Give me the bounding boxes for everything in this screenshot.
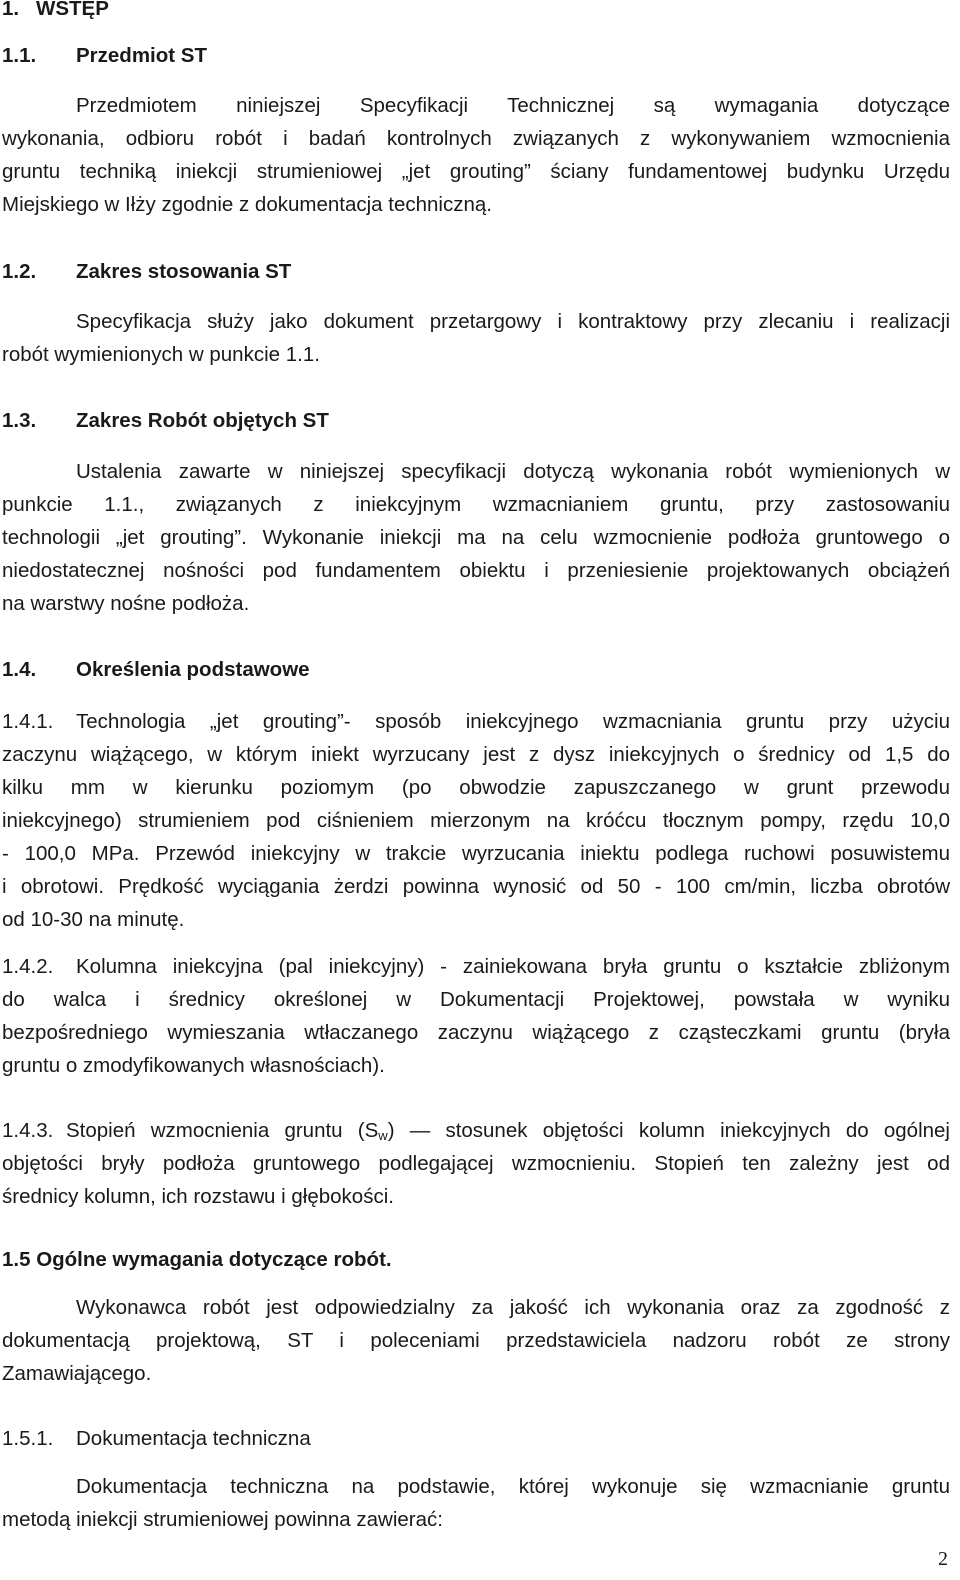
section-1-2-heading [2,260,292,284]
paragraph-line: dokumentacją projektową, ST i poleceniami przedstawiciela nadzoru robót ze strony [2,1329,950,1352]
definition-1-4-3-number: 1.4.3. [2,1119,54,1142]
definition-1-4-1-number: 1.4.1. [2,710,54,733]
section-1-5-1-title: Dokumentacja techniczna [76,1427,311,1450]
paragraph-line: do walca i średnicy określonej w Dokumentacji Projektowej, powstała w wyniku [2,988,950,1011]
paragraph-line: niedostatecznej nośności pod fundamentem obiektu i przeniesienie projektowanych obciążeń [2,559,950,582]
paragraph-line: i obrotowi. Prędkość wyciągania żerdzi powinna wynosić od 50 - 100 cm/min, liczba obrotów [2,875,950,898]
definition-1-4-2-number: 1.4.2. [2,955,54,978]
paragraph-line: iniekcyjnego) strumieniem pod ciśnieniem mierzonym na króćcu tłocznym pompy, rzędu 10,0 [2,809,950,832]
definition-1-4-3-first-line [66,1119,950,1148]
paragraph-line: gruntu techniką iniekcji strumieniowej „jet grouting” ściany fundamentowej budynku Urzędu [2,160,950,183]
definition-1-4-1-first-line: Technologia „jet grouting”- sposób iniekcyjnego wzmacniania gruntu przy użyciu [76,710,950,733]
section-1-4-title: Określenia podstawowe [76,658,310,681]
section-1-1-number: 1.1. [2,44,37,67]
section-1-title: WSTĘP [36,0,109,20]
section-1-2-title: Zakres stosowania ST [76,260,292,283]
paragraph-line: bezpośredniego wymieszania wtłaczanego zaczynu wiążącego z cząsteczkami gruntu (bryła [2,1021,950,1044]
section-1-4-number: 1.4. [2,658,37,681]
section-1-2-number: 1.2. [2,260,37,283]
section-1-5-heading: 1.5 Ogólne wymagania dotyczące robót. [2,1248,392,1271]
section-1-3-title: Zakres Robót objętych ST [76,409,329,432]
page-number: 2 [938,1548,948,1570]
paragraph-line: - 100,0 MPa. Przewód iniekcyjny w trakcie wyrzucania iniektu podlega ruchowi posuwistemu [2,842,950,865]
section-1-5-1-number: 1.5.1. [2,1427,54,1450]
section-1-1-title: Przedmiot ST [76,44,207,67]
section-1-4-heading [2,658,310,682]
section-1-1-heading [2,44,207,68]
section-1-3-heading [2,409,329,433]
paragraph-line: technologii „jet grouting”. Wykonanie iniekcji ma na celu wzmocnienie podłoża gruntowego o [2,526,950,549]
paragraph-line: metodą iniekcji strumieniowej powinna zawierać: [2,1508,443,1531]
paragraph-line: Przedmiotem niniejszej Specyfikacji Technicznej są wymagania dotyczące [76,94,950,117]
paragraph-line: kilku mm w kierunku poziomym (po obwodzie zapuszczanego w grunt przewodu [2,776,950,799]
paragraph-line: Miejskiego w Iłży zgodnie z dokumentacja techniczną. [2,193,492,216]
subscript: w [378,1128,388,1143]
paragraph-line: Specyfikacja służy jako dokument przetargowy i kontraktowy przy zlecaniu i realizacji [76,310,950,333]
definition-1-4-2-first-line: Kolumna iniekcyjna (pal iniekcyjny) - zainiekowana bryła gruntu o kształcie zbliżonym [76,955,950,978]
section-1-number: 1. [2,0,20,20]
paragraph-line: punkcie 1.1., związanych z iniekcyjnym wzmacnianiem gruntu, przy zastosowaniu [2,493,950,516]
section-1-3-number: 1.3. [2,409,37,432]
paragraph-line: Dokumentacja techniczna na podstawie, której wykonuje się wzmacnianie gruntu [76,1475,950,1498]
paragraph-line: Zamawiającego. [2,1362,152,1385]
paragraph-line: Wykonawca robót jest odpowiedzialny za jakość ich wykonania oraz za zgodność z [76,1296,950,1319]
paragraph-line: wykonania, odbioru robót i badań kontrolnych związanych z wykonywaniem wzmocnienia [2,127,950,150]
paragraph-line: robót wymienionych w punkcie 1.1. [2,343,320,366]
section-1-heading [2,0,109,21]
paragraph-line: Ustalenia zawarte w niniejszej specyfikacji dotyczą wykonania robót wymienionych w [76,460,950,483]
paragraph-line: na warstwy nośne podłoża. [2,592,250,615]
definition-text: Stopień wzmocnienia gruntu (S [66,1119,379,1142]
paragraph-line: gruntu o zmodyfikowanych własnościach). [2,1054,385,1077]
paragraph-line: objętości bryły podłoża gruntowego podlegającej wzmocnieniu. Stopień ten zależny jest od [2,1152,950,1175]
paragraph-line: zaczynu wiążącego, w którym iniekt wyrzucany jest z dysz iniekcyjnych o średnicy od 1,5 do [2,743,950,766]
paragraph-line: średnicy kolumn, ich rozstawu i głębokości. [2,1185,394,1208]
definition-text: ) — stosunek objętości kolumn iniekcyjnych do ogólnej [387,1119,950,1142]
paragraph-line: od 10-30 na minutę. [2,908,185,931]
